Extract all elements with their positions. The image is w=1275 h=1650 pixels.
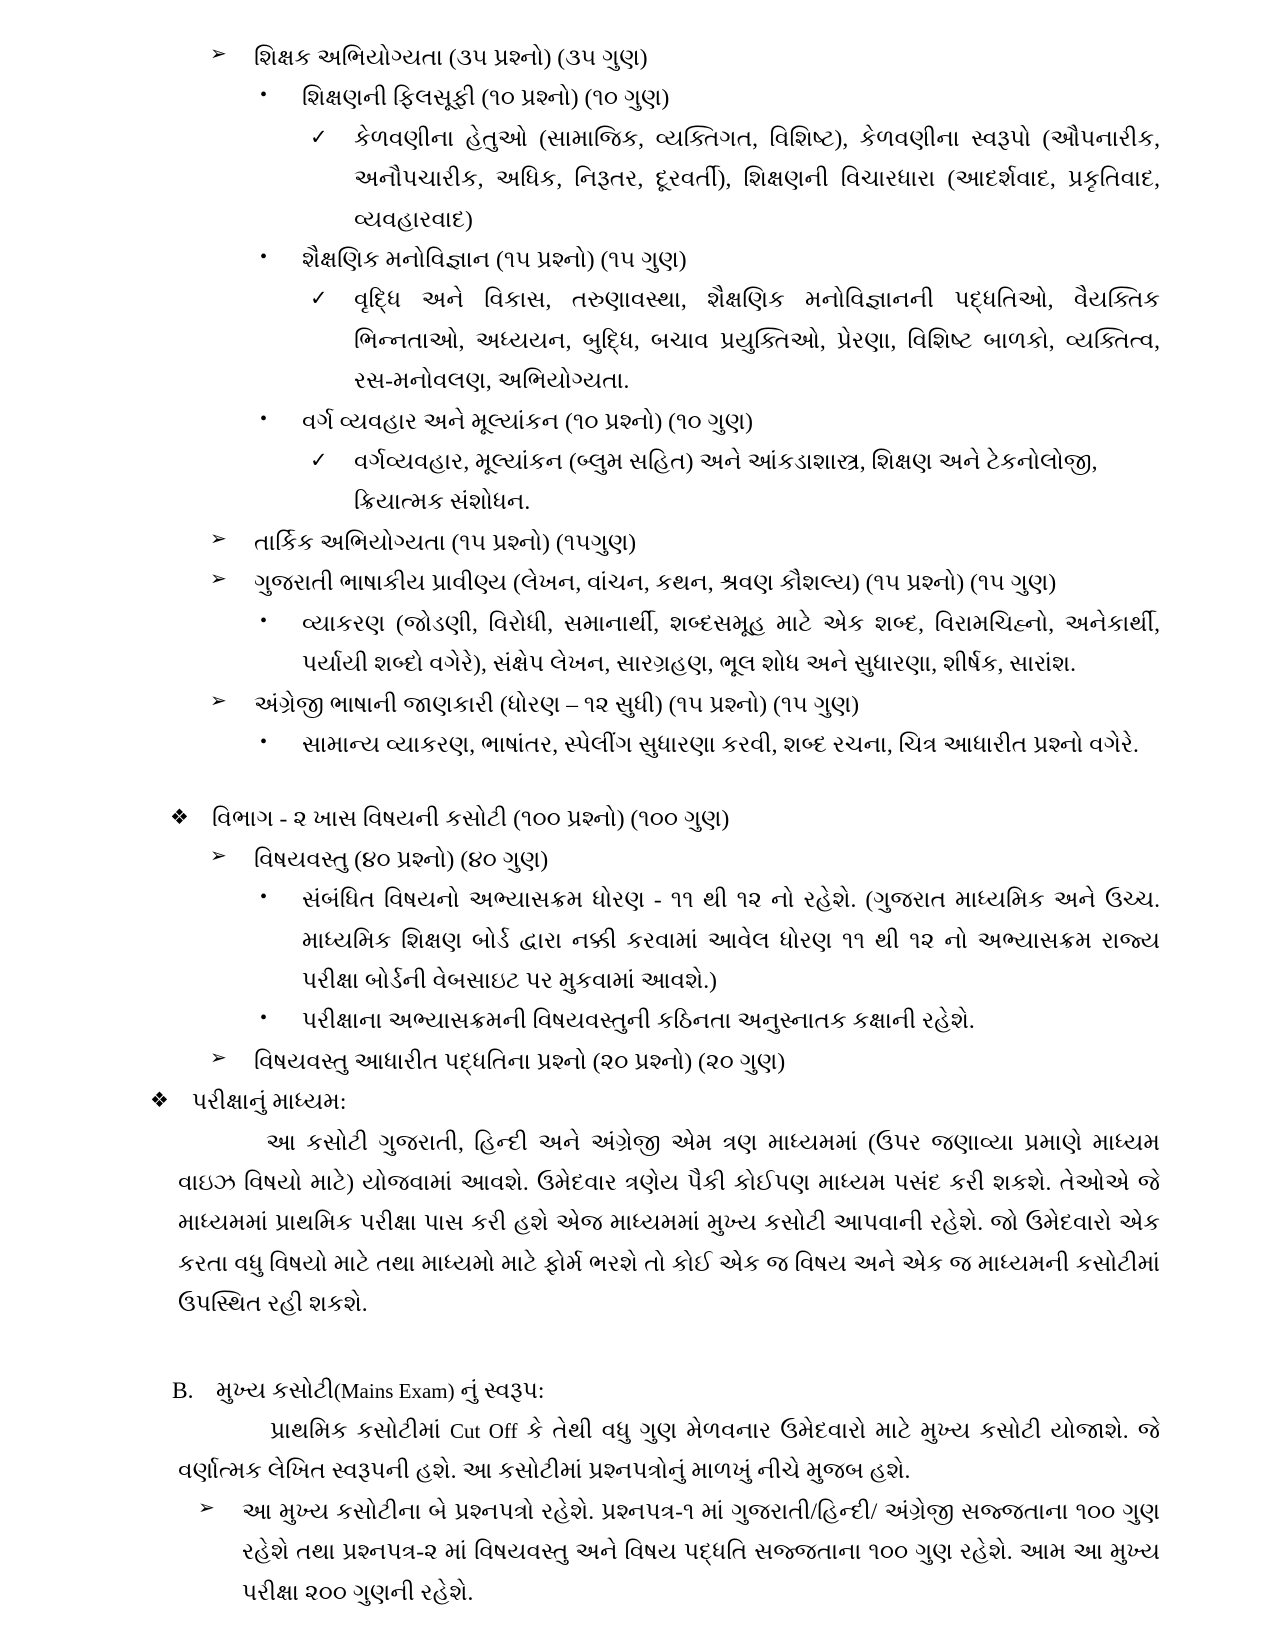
list-item-class-behaviour-evaluation xyxy=(260,402,1160,442)
list-item-educational-psychology xyxy=(260,240,1160,280)
section-b-heading-text xyxy=(216,1371,1160,1411)
heading-section-b xyxy=(172,1371,1160,1411)
paragraph-mains-exam xyxy=(178,1411,1160,1492)
list-item-grammar-detail xyxy=(260,604,1160,685)
arrow-bullet-icon: ➢ xyxy=(210,844,227,867)
list-item-text: શિક્ષક અભિયોગ્યતા (૩૫ પ્રશ્નો) (૩૫ ગુણ) xyxy=(254,45,648,71)
list-item-text: સામાન્ય વ્યાકરણ, ભાષાંતર, સ્પેલીંગ સુધારણા કરવી, શબ્દ રચના, ચિત્ર આધારીત પ્રશ્નો વગેરે. xyxy=(302,731,1139,758)
list-item-philosophy-detail xyxy=(310,119,1160,240)
paragraph-part2: કે તેથી વધુ ગુણ મેળવનાર ઉમેદવારો માટે મુખ્ય કસોટી યોજાશે. જે વર્ણાત્મક લેખિત સ્વરૂપની હશે. આ કસોટીમાં પ્રશ્નપત્રોનું માળખું નીચે મુજબ હશે. xyxy=(178,1418,1160,1485)
list-item-teacher-aptitude xyxy=(210,38,1160,78)
document-content xyxy=(150,38,1160,1613)
list-item-english-knowledge xyxy=(210,685,1160,725)
list-item-method-questions xyxy=(210,1042,1160,1082)
list-item-text: ગુજરાતી ભાષાકીય પ્રાવીણ્ય (લેખન, વાંચન, કથન, શ્રવણ કૌશલ્ય) (૧૫ પ્રશ્નો) (૧૫ ગુણ) xyxy=(254,570,1057,597)
list-item-text: વ્યાકરણ (જોડણી, વિરોધી, સમાનાર્થી, શબ્દસમૂહ માટે એક શબ્દ, વિરામચિહ્નો, અનેકાર્થી, પર્યાયી શબ્દો વગેરે), સંક્ષેપ લેખન, સારગ્રહણ, ભૂલ શોધ અને સુધારણા, શીર્ષક, સારાંશ. xyxy=(302,610,1160,678)
section-b-heading-latin: (Mains Exam) xyxy=(333,1378,455,1403)
arrow-bullet-icon: ➢ xyxy=(210,527,227,550)
list-item-syllabus-detail xyxy=(260,880,1160,1001)
check-bullet-icon: ✓ xyxy=(310,124,328,149)
list-item-text: વર્ગ વ્યવહાર અને મૂલ્યાંકન (૧૦ પ્રશ્નો) (૧૦ ગુણ) xyxy=(302,408,754,435)
check-bullet-icon: ✓ xyxy=(310,286,328,311)
list-item-text: વિષયવસ્તુ આધારીત પદ્ધતિના પ્રશ્નો (૨૦ પ્રશ્નો) (૨૦ ગુણ) xyxy=(254,1048,786,1075)
round-bullet-icon: • xyxy=(260,1007,268,1030)
list-item-text: અંગ્રેજી ભાષાની જાણકારી (ધોરણ – ૧૨ સુધી) (૧૫ પ્રશ્નો) (૧૫ ગુણ) xyxy=(254,691,860,718)
list-item-class-behaviour-detail xyxy=(310,442,1160,523)
paragraph-part1: પ્રાથમિક કસોટીમાં xyxy=(270,1418,450,1444)
list-item-text: પરીક્ષાના અભ્યાસક્રમની વિષયવસ્તુની કઠિનતા અનુસ્નાતક કક્ષાની રહેશે. xyxy=(302,1008,975,1035)
list-item-text: આ મુખ્ય કસોટીના બે પ્રશ્નપત્રો રહેશે. પ્રશ્નપત્ર-૧ માં ગુજરાતી/હિન્દી/ અંગ્રેજી સજ્જતાના ૧૦૦ ગુણ રહેશે તથા પ્રશ્નપત્ર-૨ માં વિષયવસ્તુ અને વિષય પદ્ધતિ સજ્જતાના ૧૦૦ ગુણ રહેશે. આમ આ મુખ્ય પરીક્ષા ૨૦૦ ગુણની રહેશે. xyxy=(242,1498,1160,1606)
section-b-label: B. xyxy=(172,1377,194,1404)
arrow-bullet-icon: ➢ xyxy=(210,1046,227,1069)
list-item-gujarati-language-proficiency xyxy=(210,563,1160,603)
list-item-logical-aptitude xyxy=(210,523,1160,563)
section-b-heading-after: નું સ્વરૂપ: xyxy=(454,1377,545,1404)
heading-text: વિભાગ - ૨ ખાસ વિષયની કસોટી (૧૦૦ પ્રશ્નો) (૧૦૦ ગુણ) xyxy=(212,806,730,833)
round-bullet-icon: • xyxy=(260,84,268,107)
list-item-text: વૃદ્ધિ અને વિકાસ, તરુણાવસ્થા, શૈક્ષણિક મનોવિજ્ઞાનની પદ્ધતિઓ, વૈયક્તિક ભિન્નતાઓ, અધ્યયન, બુદ્ધિ, બચાવ પ્રયુક્તિઓ, પ્રેરણા, વિશિષ્ટ બાળકો, વ્યક્તિત્વ, રસ-મનોવલણ, અભિયોગ્યતા. xyxy=(354,287,1160,395)
round-bullet-icon: • xyxy=(260,886,268,909)
heading-section-2 xyxy=(170,799,1160,839)
diamond-bullet-icon: ❖ xyxy=(170,805,189,830)
check-bullet-icon: ✓ xyxy=(310,448,328,473)
list-item-english-detail xyxy=(260,725,1160,765)
round-bullet-icon: • xyxy=(260,609,268,632)
heading-text: પરીક્ષાનું માધ્યમ: xyxy=(192,1089,347,1116)
arrow-bullet-icon: ➢ xyxy=(210,43,227,65)
list-item-educational-psychology-detail xyxy=(310,280,1160,401)
list-item-text: વિષયવસ્તુ (૪૦ પ્રશ્નો) (૪૦ ગુણ) xyxy=(254,846,549,873)
list-item-text: કેળવણીના હેતુઓ (સામાજિક, વ્યક્તિગત, વિશિષ્ટ), કેળવણીના સ્વરૂપો (ઔપનારીક, અનૌપચારીક, અધિક, નિરૂતર, દૂરવર્તી), શિક્ષણની વિચારધારા (આદર્શવાદ, પ્રકૃતિવાદ, વ્યવહારવાદ) xyxy=(354,125,1160,233)
arrow-bullet-icon: ➢ xyxy=(210,568,227,591)
arrow-bullet-icon: ➢ xyxy=(198,1496,215,1519)
list-item-text: શૈક્ષણિક મનોવિજ્ઞાન (૧૫ પ્રશ્નો) (૧૫ ગુણ) xyxy=(302,247,687,274)
list-item-text: શિક્ષણની ફિલસૂફી (૧૦ પ્રશ્નો) (૧૦ ગુણ) xyxy=(302,85,670,112)
paragraph-exam-medium: આ કસોટી ગુજરાતી, હિન્દી અને અંગ્રેજી એમ ત્રણ માધ્યમમાં (ઉપર જણાવ્યા પ્રમાણે માધ્યમ વાઇઝ વિષયો માટે) યોજવામાં આવશે. ઉમેદવાર ત્રણેય પૈકી કોઈપણ માધ્યમ પસંદ કરી શકશે. તેઓએ જે માધ્યમમાં પ્રાથમિક પરીક્ષા પાસ કરી હશે એજ માધ્યમમાં મુખ્ય કસોટી આપવાની રહેશે. જો ઉમેદવારો એક કરતા વધુ વિષયો માટે તથા માધ્યમો માટે ફોર્મ ભરશે તો કોઈ એક જ વિષય અને એક જ માધ્યમની કસોટીમાં ઉપસ્થિત રહી શકશે. xyxy=(178,1129,1160,1318)
list-item-text: તાર્કિક અભિયોગ્યતા (૧૫ પ્રશ્નો) (૧૫ગુણ) xyxy=(254,529,637,556)
cut-off-term: Cut Off xyxy=(449,1419,518,1443)
heading-exam-medium xyxy=(150,1082,1160,1122)
list-item-difficulty-level xyxy=(260,1001,1160,1041)
section-b-heading-before: મુખ્ય કસોટી xyxy=(216,1377,334,1404)
round-bullet-icon: • xyxy=(260,246,268,269)
diamond-bullet-icon: ❖ xyxy=(150,1088,169,1113)
list-item-philosophy-of-education xyxy=(260,78,1160,118)
list-item-subject-content xyxy=(210,840,1160,880)
arrow-bullet-icon: ➢ xyxy=(210,689,227,712)
round-bullet-icon: • xyxy=(260,730,268,753)
list-item-text: વર્ગવ્યવહાર, મૂલ્યાંકન (બ્લુમ સહિત) અને આંકડાશાસ્ત્ર, શિક્ષણ અને ટેકનોલોજી, ક્રિયાત્મક સંશોધન. xyxy=(354,449,1098,516)
list-item-text: સંબંધિત વિષયનો અભ્યાસક્રમ ધોરણ - ૧૧ થી ૧૨ નો રહેશે. (ગુજરાત માધ્યમિક અને ઉચ્ચ. માધ્યમિક શિક્ષણ બોર્ડ દ્વારા નક્કી કરવામાં આવેલ ધોરણ ૧૧ થી ૧૨ નો અભ્યાસક્રમ રાજ્ય પરીક્ષા બોર્ડની વેબસાઇટ પર મુકવામાં આવશે.) xyxy=(302,887,1160,994)
round-bullet-icon: • xyxy=(260,407,268,430)
list-item-mains-papers xyxy=(198,1492,1160,1613)
